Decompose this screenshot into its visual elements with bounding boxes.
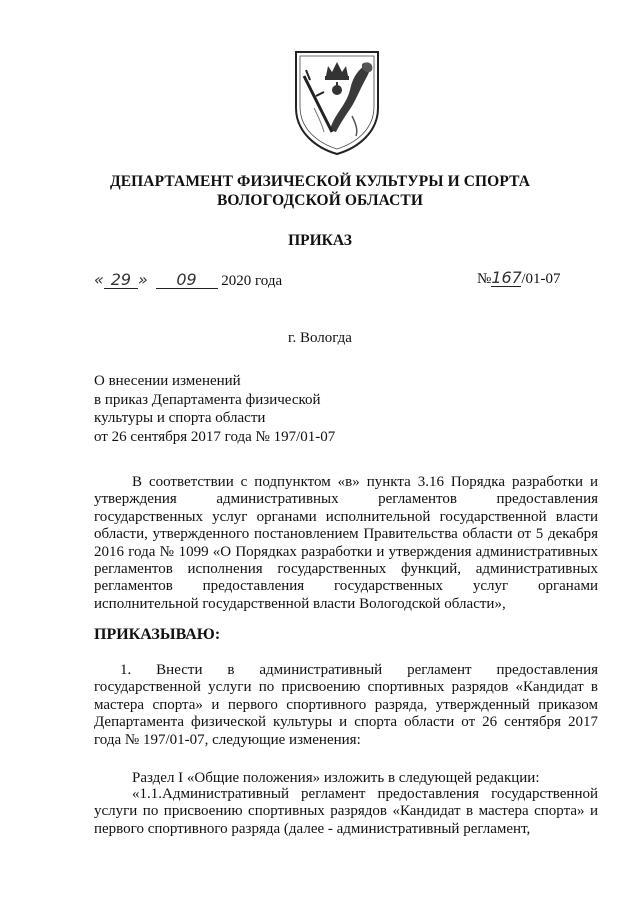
- document-type-title: ПРИКАЗ: [288, 232, 352, 249]
- order-subject: [94, 372, 354, 446]
- subject-line: культуры и спорта области: [94, 410, 266, 426]
- item-1-paragraph: 1. Внести в административный регламент предоставления государственной услуги по присвоению спортивных разрядов «Кандидат в мастера спорта» и первого спортивного разряда, утвержденный приказом Департамента физической культуры и спорта области от 26 сентября 2017 года № 197/01-07, следующие изменения:: [94, 662, 598, 748]
- date-month-handwritten: 09: [156, 272, 218, 289]
- number-sign: №: [477, 271, 492, 287]
- date-close-quote: »: [137, 270, 148, 289]
- department-title: [0, 172, 640, 210]
- subject-line: от 26 сентября 2017 года № 197/01-07: [94, 428, 336, 445]
- subject-line: О внесении изменений: [94, 373, 241, 389]
- city-name: г. Вологда: [288, 330, 352, 346]
- date-open-quote: «: [94, 270, 104, 289]
- date-year: 2020 года: [221, 273, 283, 289]
- order-number-suffix: /01-07: [521, 271, 561, 287]
- order-date: [94, 270, 282, 290]
- preamble-paragraph: В соответствии с подпунктом «в» пункта 3.16 Порядка разработки и утверждения административных регламентов предоставления государственных услуг органами исполнительной государственной власти области, утвержденного постановлением Правительства области от 5 декабря 2016 года № 1099 «О Порядках разработки и утверждения административных регламентов исполнения государственных функций, административных регламентов предоставления государственных услуг органами исполнительной государственной власти Вологодской области»,: [94, 474, 598, 612]
- subject-line: в приказ Департамента физической: [94, 391, 321, 408]
- department-title-line-1: ДЕПАРТАМЕНТ ФИЗИЧЕСКОЙ КУЛЬТУРЫ И СПОРТА: [109, 173, 531, 190]
- order-number: [477, 270, 560, 288]
- section-1-paragraph: Раздел I «Общие положения» изложить в следующей редакции:: [132, 770, 540, 786]
- department-title-line-2: ВОЛОГОДСКОЙ ОБЛАСТИ: [216, 192, 424, 209]
- order-directive-heading: ПРИКАЗЫВАЮ:: [94, 626, 221, 643]
- date-day-handwritten: 29: [104, 272, 138, 289]
- clause-1-1-paragraph: «1.1.Административный регламент предоставления государственной услуги по присвоению спортивных разрядов «Кандидат в мастера спорта» и первого спортивного разряда (далее - административный регламент,: [94, 786, 598, 837]
- order-number-handwritten: 167: [491, 268, 522, 287]
- coat-of-arms-emblem: [292, 46, 382, 158]
